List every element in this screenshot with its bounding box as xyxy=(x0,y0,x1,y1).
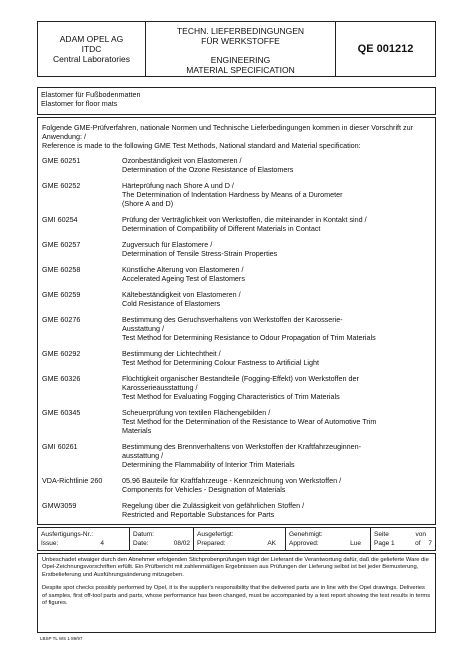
doc-type-en-line2: MATERIAL SPECIFICATION xyxy=(186,64,295,75)
reference-description-line: Determination of the Ozone Resistance of Elastomers xyxy=(122,165,294,174)
disclaimer-en: Despite spot checks possibly performed by Opel, it is the supplier's responsibility that the delivered parts are in line with the Opel drawings. Deliveries of samples, first off-tool parts and parts, whose performance has been changed, must be accompanied by a test report showing the test results in terms of figures. xyxy=(42,585,431,607)
reference-description-line: Karosserieausstattung / xyxy=(122,383,198,392)
reference-description-line: Determining the Flammability of Interior Trim Materials xyxy=(122,460,295,469)
reference-row xyxy=(42,501,431,519)
approved-value: Lue xyxy=(350,540,361,547)
of-label-en: of xyxy=(415,540,421,547)
reference-code: GME 60257 xyxy=(42,240,81,249)
reference-row xyxy=(42,240,431,258)
intro-de: Folgende GME-Prüfverfahren, nationale Normen und Technische Lieferbedingungen kommen in dieser Vorschrift zur Anwendung: / xyxy=(42,123,414,141)
issue-label-de: Ausfertigungs-Nr.: xyxy=(41,531,94,538)
reference-description xyxy=(122,315,431,342)
reference-description-line: Zugversuch für Elastomere / xyxy=(122,240,213,249)
reference-description-line: Ozonbeständigkeit von Elastomeren / xyxy=(122,156,242,165)
prepared-cell xyxy=(194,528,286,550)
reference-code: GMI 60261 xyxy=(42,442,78,451)
doc-number: QE 001212 xyxy=(357,43,414,55)
reference-description-line: Regelung über die Zulässigkeit von gefährlichen Stoffen / xyxy=(122,501,305,510)
reference-description-line: Härteprüfung nach Shore A und D / xyxy=(122,181,234,190)
reference-list xyxy=(42,156,431,519)
reference-description-line: Bestimmung der Lichtechtheit / xyxy=(122,349,221,358)
company-department: Central Laboratories xyxy=(52,54,130,64)
reference-code: GME 60276 xyxy=(42,315,81,324)
date-label-de: Datum: xyxy=(133,531,154,538)
reference-description-line: Ausstattung / xyxy=(122,324,164,333)
reference-description-line: ausstattung / xyxy=(122,451,164,460)
reference-row xyxy=(42,290,431,308)
reference-row xyxy=(42,349,431,367)
footer-table xyxy=(37,527,436,551)
reference-description xyxy=(122,476,431,494)
of-label-de: von xyxy=(415,531,426,538)
reference-description-line: Test Method for Determining Resistance to Odour Propagation of Trim Materials xyxy=(122,333,376,342)
date-cell xyxy=(130,528,194,550)
date-label-en: Date: xyxy=(133,540,149,547)
subject-de: Elastomer für Fußbodenmatten xyxy=(41,90,141,99)
reference-description xyxy=(122,240,431,258)
reference-description-line: (Shore A and D) xyxy=(122,199,174,208)
company-block xyxy=(38,22,146,76)
page-value: 1 xyxy=(391,540,395,547)
reference-code: GME 60259 xyxy=(42,290,81,299)
issue-value: 4 xyxy=(100,540,104,547)
page-cell xyxy=(371,528,435,550)
document-header xyxy=(37,21,436,77)
intro-text xyxy=(42,123,431,150)
doc-type-de-line2: FÜR WERKSTOFFE xyxy=(201,35,280,46)
subject-box xyxy=(37,87,436,115)
reference-description-line: Accelerated Ageing Test of Elastomers xyxy=(122,274,245,283)
reference-description xyxy=(122,349,431,367)
reference-row xyxy=(42,265,431,283)
reference-code: GMI 60254 xyxy=(42,215,78,224)
reference-description-line: Flüchtigkeit organischer Bestandteile (Fogging-Effekt) von Werkstoffen der xyxy=(122,374,359,383)
prepared-label-de: Ausgefertigt: xyxy=(197,531,234,538)
approved-cell xyxy=(286,528,371,550)
disclaimer-de: Unbeschadet etwaiger durch den Abnehmer erfolgenden Stichprobenprüfungen trägt der Lieferant die Verantwortung dafür, daß die gelieferte Ware die Opel-Zeichnungsvorschriften erfüllt. Ein Prüfbericht mit zahlenmäßigen Ergebnissen aus Prüfungen der Lieferung selbst ist bei jeder Bemusterung, Erstbelieferung und Ausführungsänderung mitzugeben. xyxy=(42,557,429,578)
reference-description-line: Restricted and Reportable Substances for Parts xyxy=(122,510,275,519)
reference-description-line: 05.96 Bauteile für Kraftfahrzeuge - Kennzeichnung von Werkstoffen / xyxy=(122,476,342,485)
prepared-label-en: Prepared: xyxy=(197,540,226,547)
reference-description-line: Bestimmung des Brennverhaltens von Werkstoffen der Kraftfahrzeuginnen- xyxy=(122,442,362,451)
reference-code: GME 60252 xyxy=(42,181,81,190)
reference-row xyxy=(42,374,431,401)
reference-row xyxy=(42,181,431,208)
reference-row xyxy=(42,442,431,469)
issue-cell xyxy=(38,528,130,550)
reference-description-line: Components for Vehicles - Designation of Materials xyxy=(122,485,286,494)
intro-en: Reference is made to the following GME Test Methods, National standard and Material specification: xyxy=(42,141,361,150)
reference-row xyxy=(42,315,431,342)
reference-description-line: Scheuerprüfung von textilen Flächengebilden / xyxy=(122,408,271,417)
date-value: 08/02 xyxy=(173,540,190,547)
reference-description xyxy=(122,442,431,469)
company-division: ITDC xyxy=(81,44,102,54)
disclaimer-box xyxy=(37,553,436,633)
prepared-value: AK xyxy=(267,540,276,547)
reference-description-line: Prüfung der Verträglichkeit von Werkstoffen, die miteinander in Kontakt sind / xyxy=(122,215,367,224)
doc-type-de-line1: TECHN. LIEFERBEDINGUNGEN xyxy=(176,26,305,36)
reference-description xyxy=(122,181,431,208)
reference-description xyxy=(122,408,431,435)
reference-code: GME 60292 xyxy=(42,349,81,358)
reference-row xyxy=(42,215,431,233)
reference-description xyxy=(122,215,431,233)
page-label-de: Seite xyxy=(374,531,389,538)
reference-row xyxy=(42,408,431,435)
reference-row xyxy=(42,476,431,494)
reference-description-line: The Determination of Indentation Hardness by Means of a Durometer xyxy=(122,190,343,199)
reference-description xyxy=(122,501,431,519)
of-value: 7 xyxy=(428,540,432,547)
reference-code: VDA-Richtlinie 260 xyxy=(42,476,103,485)
reference-description-line: Bestimmung des Geruchsverhaltens von Werkstoffen der Karosserie- xyxy=(122,315,343,324)
reference-description-line: Kältebeständigkeit von Elastomeren / xyxy=(122,290,241,299)
reference-code: GME 60258 xyxy=(42,265,81,274)
reference-description-line: Determination of Compatibility of Different Materials in Contact xyxy=(122,224,321,233)
reference-section xyxy=(37,117,436,525)
reference-description xyxy=(122,290,431,308)
reference-code: GME 60345 xyxy=(42,408,81,417)
company-name: ADAM OPEL AG xyxy=(59,34,124,44)
reference-description-line: Test Method for Determining Colour Fastness to Artificial Light xyxy=(122,358,319,367)
reference-description-line: Materials xyxy=(122,426,152,435)
reference-code: GME 60251 xyxy=(42,156,81,165)
reference-description xyxy=(122,374,431,401)
reference-code: GMW3059 xyxy=(42,501,77,510)
reference-description xyxy=(122,156,431,174)
approved-label-en: Approved: xyxy=(289,540,319,547)
doc-type-en-line1: ENGINEERING xyxy=(210,55,271,65)
reference-code: GME 60326 xyxy=(42,374,81,383)
page-label-en: Page xyxy=(374,540,390,547)
reference-row xyxy=(42,156,431,174)
approved-label-de: Genehmigt: xyxy=(289,531,323,538)
doc-type-block xyxy=(146,22,336,76)
form-number: LBSP TL WS 1 89/97 xyxy=(40,636,83,641)
issue-label-en: Issue: xyxy=(41,540,59,547)
reference-description xyxy=(122,265,431,283)
reference-description-line: Cold Resistance of Elastomers xyxy=(122,299,221,308)
reference-description-line: Künstliche Alterung von Elastomeren / xyxy=(122,265,244,274)
reference-description-line: Determination of Tensile Stress-Strain Properties xyxy=(122,249,278,258)
subject-en: Elastomer for floor mats xyxy=(41,99,118,108)
reference-description-line: Test Method for the Determination of the Resistance to Wear of Automotive Trim xyxy=(122,417,377,426)
reference-description-line: Test Method for Evaluating Fogging Characteristics of Trim Materials xyxy=(122,392,340,401)
